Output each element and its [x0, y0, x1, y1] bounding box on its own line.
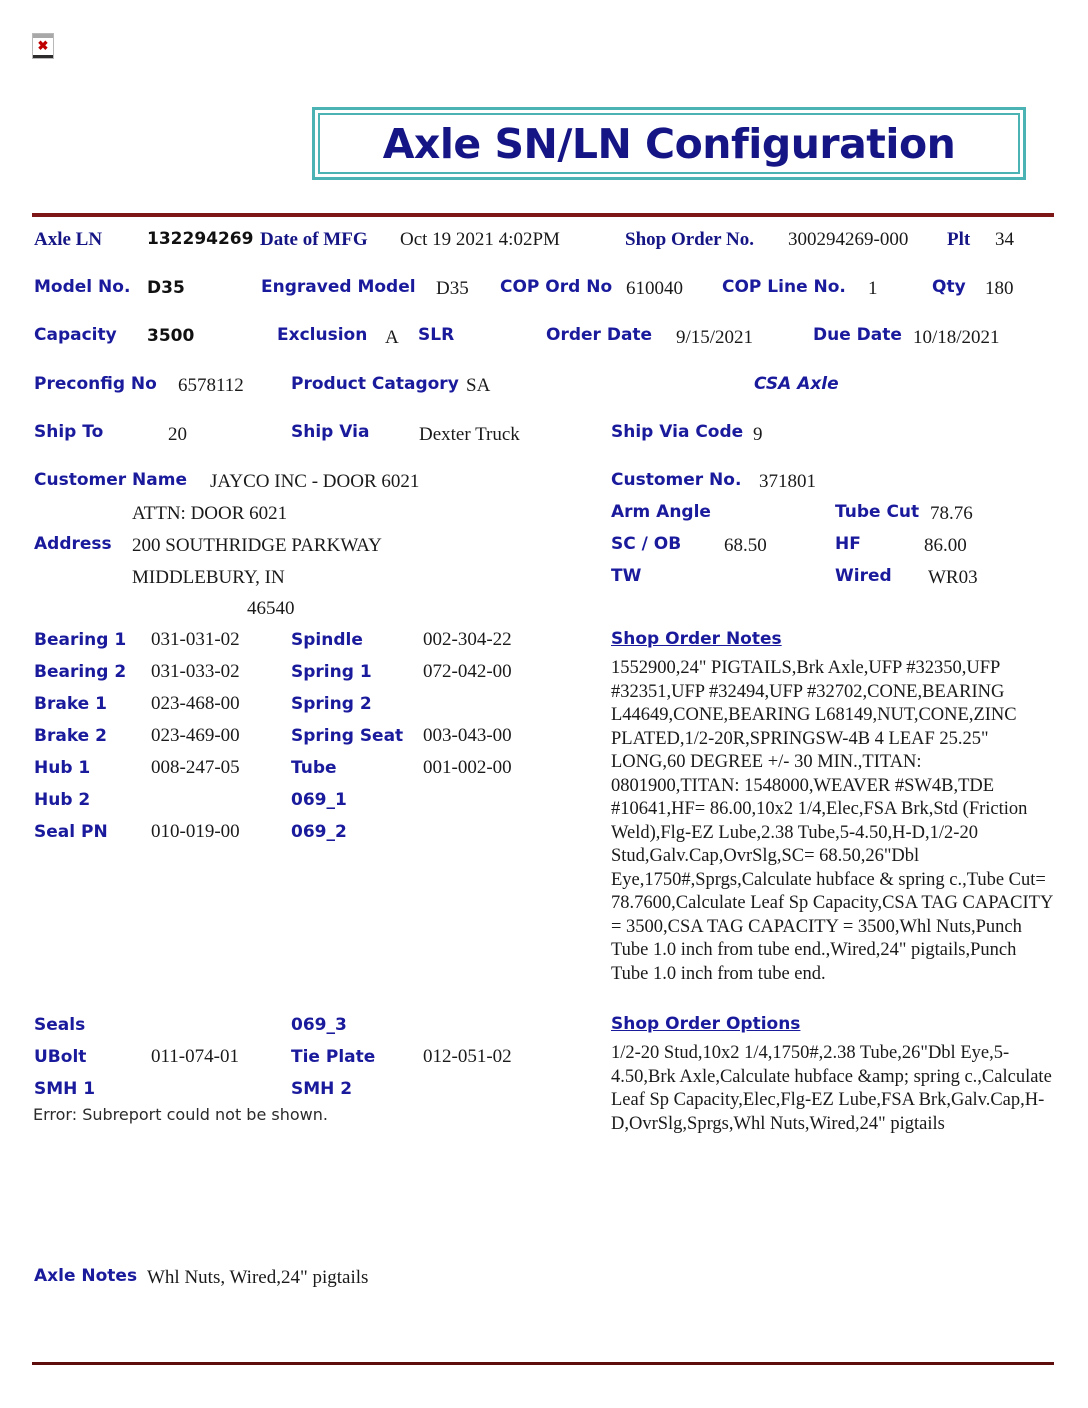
report-title-box: [312, 107, 1026, 180]
parts-label: Tube: [291, 758, 337, 778]
qty-label: Qty: [932, 277, 966, 297]
parts-row: [291, 629, 512, 661]
plt-value: 34: [995, 229, 1014, 250]
ship-to-value: 20: [168, 424, 187, 445]
header-divider-top: [32, 213, 1054, 217]
parts-label: Brake 2: [34, 726, 107, 746]
parts-label: 069_1: [291, 790, 347, 810]
arm-angle-label: Arm Angle: [611, 502, 711, 522]
parts-label: 069_3: [291, 1015, 347, 1035]
axle-notes-value: Whl Nuts, Wired,24" pigtails: [147, 1267, 369, 1288]
order-date-label: Order Date: [546, 325, 653, 345]
axle-ln-label: Axle LN: [34, 229, 103, 250]
ship-via-code-value: 9: [753, 424, 763, 445]
parts-label: Hub 1: [34, 758, 91, 778]
exclusion-label: Exclusion: [277, 325, 368, 345]
date-of-mfg-value: Oct 19 2021 4:02PM: [400, 229, 560, 250]
parts-label: SMH 2: [291, 1079, 353, 1099]
parts-label: Brake 1: [34, 694, 107, 714]
customer-name-value: JAYCO INC - DOOR 6021: [210, 471, 420, 492]
parts-row: [291, 789, 512, 821]
parts-value: 031-033-02: [151, 661, 240, 682]
shop-order-options-heading: Shop Order Options: [611, 1014, 801, 1034]
hf-label: HF: [835, 534, 861, 554]
product-catagory-label: Product Catagory: [291, 374, 459, 394]
parts-value: 001-002-00: [423, 757, 512, 778]
date-of-mfg-label: Date of MFG: [260, 229, 368, 250]
parts-row: [34, 1014, 239, 1046]
exclusion-value: A: [385, 327, 399, 348]
parts-row: [34, 1046, 239, 1078]
shop-order-notes-heading: Shop Order Notes: [611, 629, 782, 649]
parts-label: Seal PN: [34, 822, 108, 842]
parts-value: 011-074-01: [151, 1046, 239, 1067]
parts-value: 012-051-02: [423, 1046, 512, 1067]
hf-value: 86.00: [924, 535, 967, 556]
ship-via-code-label: Ship Via Code: [611, 422, 744, 442]
parts-row: [291, 693, 512, 725]
report-title-inner-border: [318, 113, 1020, 174]
wired-value: WR03: [928, 567, 978, 588]
cop-line-no-label: COP Line No.: [722, 277, 846, 297]
parts-label: Bearing 1: [34, 630, 127, 650]
axle-notes-label: Axle Notes: [34, 1266, 138, 1286]
address-line-1: 200 SOUTHRIDGE PARKWAY: [132, 535, 382, 556]
csa-axle-flag: CSA Axle: [754, 374, 839, 394]
parts-label: Seals: [34, 1015, 86, 1035]
parts-row: [34, 693, 240, 725]
model-no-value: D35: [147, 278, 185, 298]
customer-no-label: Customer No.: [611, 470, 742, 490]
qty-value: 180: [985, 278, 1014, 299]
parts-row: [291, 661, 512, 693]
broken-image-bottom-bar: [33, 55, 53, 58]
parts-row: [291, 757, 512, 789]
slr-label: SLR: [418, 325, 455, 345]
shop-order-notes-body: 1552900,24" PIGTAILS,Brk Axle,UFP #32350,UFP #32351,UFP #32494,UFP #32702,CONE,BEARING L44649,CONE,BEARING L68149,NUT,CONE,ZINC PLATED,1/2-20R,SPRINGSW-4B 4 LEAF 25.25" LONG,60 DEGREE +/- 30 MIN.,TITAN: 0801900,TITAN: 1548000,WEAVER #SW4B,TDE #10641,HF= 86.00,10x2 1/4,Elec,FSA Brk,Std (Friction Weld),Flg-EZ Lube,2.38 Tube,5-4.50,H-D,1/2-20 Stud,Galv.Cap,OvrSlg,SC= 68.50,26"Dbl Eye,1750#,Sprgs,Calculate hubface & spring c.,Tube Cut= 78.7600,Calculate Leaf Sp Capacity,CSA TAG CAPACITY = 3500,CSA TAG CAPACITY = 3500,Whl Nuts,Punch Tube 1.0 inch from tube end.,Wired,24" pigtails,Punch Tube 1.0 inch from tube end.: [611, 658, 1053, 984]
customer-name-label: Customer Name: [34, 470, 187, 490]
address-line-3: 46540: [247, 598, 295, 619]
parts-row: [291, 821, 512, 853]
parts-lower-left-column: [34, 1014, 239, 1110]
ship-via-label: Ship Via: [291, 422, 370, 442]
preconfig-no-value: 6578112: [178, 375, 244, 396]
parts-row: [291, 725, 512, 757]
customer-no-value: 371801: [759, 471, 816, 492]
parts-value: 031-031-02: [151, 629, 240, 650]
parts-value: 010-019-00: [151, 821, 240, 842]
parts-label: Spindle: [291, 630, 363, 650]
page-title: Axle SN/LN Configuration: [382, 119, 956, 168]
cop-ord-no-label: COP Ord No: [500, 277, 613, 297]
ship-to-label: Ship To: [34, 422, 104, 442]
parts-value: 023-469-00: [151, 725, 240, 746]
axle-ln-value: 132294269: [147, 229, 254, 249]
engraved-model-value: D35: [436, 278, 469, 299]
footer-divider-bottom: [32, 1362, 1054, 1365]
parts-value: 008-247-05: [151, 757, 240, 778]
parts-row: [291, 1046, 512, 1078]
ship-via-value: Dexter Truck: [419, 424, 520, 445]
customer-attn-line: ATTN: DOOR 6021: [132, 503, 288, 524]
broken-image-icon: [32, 33, 54, 59]
parts-label: Spring 2: [291, 694, 372, 714]
product-catagory-value: SA: [466, 375, 491, 396]
parts-row: [291, 1014, 512, 1046]
capacity-label: Capacity: [34, 325, 117, 345]
address-label: Address: [34, 534, 112, 554]
shop-order-no-value: 300294269-000: [788, 229, 909, 250]
parts-label: Bearing 2: [34, 662, 127, 682]
parts-left-column: [34, 629, 240, 853]
wired-label: Wired: [835, 566, 892, 586]
parts-label: Spring 1: [291, 662, 372, 682]
tw-label: TW: [611, 566, 642, 586]
capacity-value: 3500: [147, 326, 195, 346]
address-line-2: MIDDLEBURY, IN: [132, 567, 285, 588]
parts-label: Hub 2: [34, 790, 91, 810]
model-no-label: Model No.: [34, 277, 131, 297]
parts-value: 072-042-00: [423, 661, 512, 682]
sc-ob-label: SC / OB: [611, 534, 682, 554]
parts-value: 002-304-22: [423, 629, 512, 650]
parts-label: SMH 1: [34, 1079, 96, 1099]
parts-label: Tie Plate: [291, 1047, 376, 1067]
parts-right-column: [291, 629, 512, 853]
parts-label: 069_2: [291, 822, 347, 842]
engraved-model-label: Engraved Model: [261, 277, 416, 297]
plt-label: Plt: [947, 229, 971, 250]
tube-cut-label: Tube Cut: [835, 502, 920, 522]
order-date-value: 9/15/2021: [676, 327, 754, 348]
parts-row: [34, 661, 240, 693]
parts-row: [34, 725, 240, 757]
shop-order-no-label: Shop Order No.: [625, 229, 754, 250]
cop-ord-no-value: 610040: [626, 278, 683, 299]
parts-value: 003-043-00: [423, 725, 512, 746]
parts-lower-right-column: [291, 1014, 512, 1110]
subreport-error-message: Error: Subreport could not be shown.: [33, 1105, 328, 1124]
due-date-label: Due Date: [813, 325, 902, 345]
due-date-value: 10/18/2021: [913, 327, 1000, 348]
parts-label: Spring Seat: [291, 726, 404, 746]
parts-row: [34, 629, 240, 661]
parts-row: [34, 821, 240, 853]
sc-ob-value: 68.50: [724, 535, 767, 556]
preconfig-no-label: Preconfig No: [34, 374, 157, 394]
broken-image-x-glyph: ✖: [37, 38, 49, 53]
parts-row: [34, 757, 240, 789]
parts-label: UBolt: [34, 1047, 87, 1067]
parts-row: [34, 789, 240, 821]
cop-line-no-value: 1: [868, 278, 878, 299]
parts-value: 023-468-00: [151, 693, 240, 714]
shop-order-options-body: 1/2-20 Stud,10x2 1/4,1750#,2.38 Tube,26"Dbl Eye,5-4.50,Brk Axle,Calculate hubface &amp; spring c.,Calculate Leaf Sp Capacity,Elec,Flg-EZ Lube,FSA Brk,Galv.Cap,H-D,OvrSlg,Sprgs,Whl Nuts,Wired,24" pigtails: [611, 1043, 1052, 1134]
tube-cut-value: 78.76: [930, 503, 973, 524]
